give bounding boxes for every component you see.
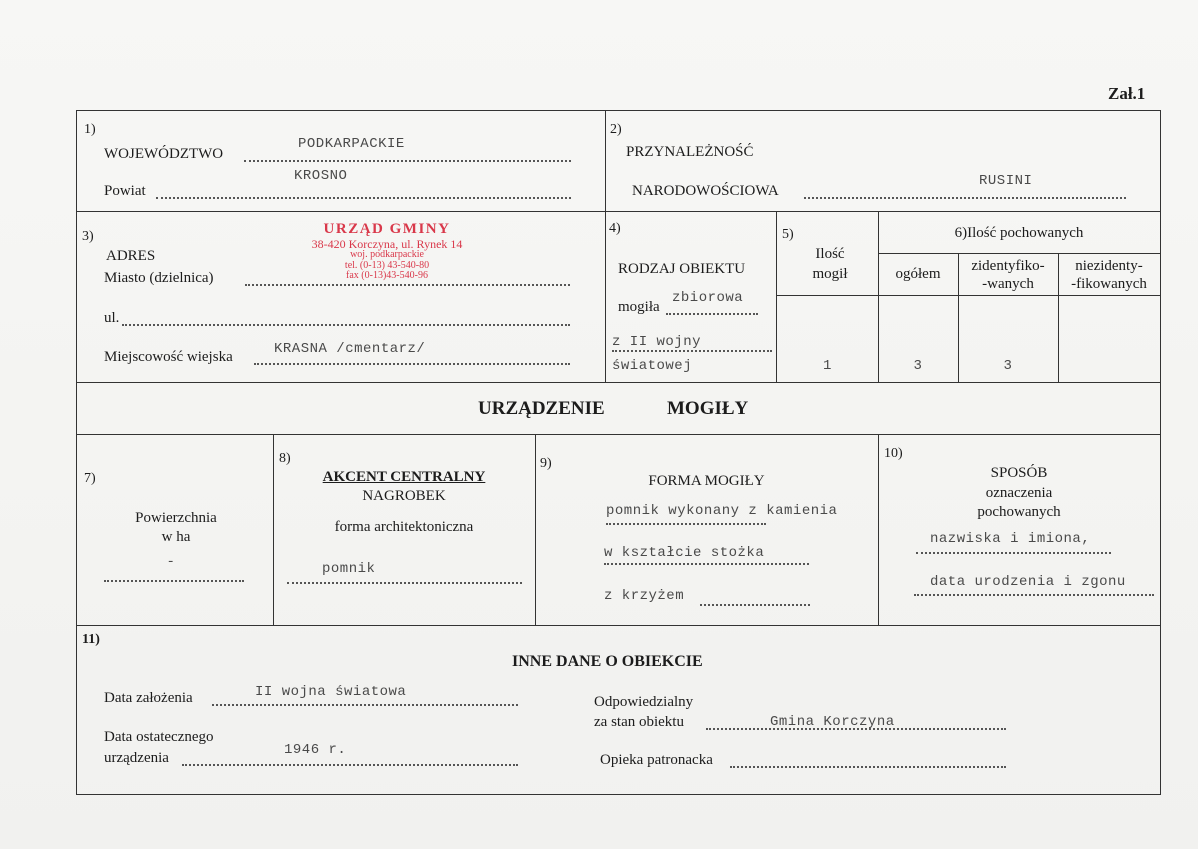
- powiat-label: Powiat: [104, 183, 146, 199]
- dotted-line: [287, 582, 522, 584]
- section-title-part-2: MOGIŁY: [667, 398, 749, 419]
- wojewodztwo-value: PODKARPACKIE: [298, 136, 405, 152]
- forma-line-1: pomnik wykonany z kamienia: [606, 503, 838, 519]
- sub-row-divider: [776, 295, 1160, 296]
- ogolem-value: 3: [913, 358, 923, 374]
- section-7-number: 7): [84, 471, 96, 486]
- dotted-line: [916, 552, 1111, 554]
- nagrobek-label: NAGROBEK: [362, 488, 446, 504]
- attachment-label: Zał.1: [1108, 84, 1146, 103]
- odpowiedzialny-value: Gmina Korczyna: [770, 714, 895, 730]
- powiat-value: KROSNO: [294, 168, 348, 184]
- data-ostatecznego-value: 1946 r.: [284, 742, 347, 758]
- mogila-value: zbiorowa: [672, 290, 744, 306]
- urzadzenia-label: urządzenia: [104, 750, 169, 766]
- stamp-line-4: tel. (0-13) 43-540-80: [344, 259, 430, 271]
- stamp-line-2: 38-420 Korczyna, ul. Rynek 14: [311, 236, 463, 251]
- zidentyfikowanych-line-1: zidentyfiko-: [971, 258, 1045, 274]
- section-1-number: 1): [84, 122, 96, 137]
- col-divider: [878, 434, 879, 625]
- akcent-value: pomnik: [322, 561, 376, 577]
- narodowosciowa-label: NARODOWOŚCIOWA: [632, 183, 779, 199]
- ilosc-label: Ilość: [815, 246, 845, 262]
- sposob-value-2: data urodzenia i zgonu: [930, 574, 1126, 590]
- data-ostatecznego-label: Data ostatecznego: [104, 729, 214, 745]
- data-zalozenia-label: Data założenia: [104, 690, 193, 706]
- za-stan-obiektu-label: za stan obiektu: [594, 714, 684, 730]
- sposob-value-1: nazwiska i imiona,: [930, 531, 1091, 547]
- dotted-line: [254, 363, 570, 365]
- forma-mogily-title: FORMA MOGIŁY: [648, 473, 765, 489]
- dotted-line: [156, 197, 571, 199]
- akcent-centralny-title: AKCENT CENTRALNY: [322, 469, 486, 485]
- niezidentyfikowanych-line-2: -fikowanych: [1071, 276, 1147, 292]
- pochowanych-label: pochowanych: [977, 504, 1061, 520]
- przynaleznosc-label: PRZYNALEŻNOŚĆ: [626, 144, 754, 160]
- col-divider: [535, 434, 536, 625]
- ogolem-label: ogółem: [895, 266, 941, 282]
- dotted-line: [700, 604, 810, 606]
- ul-label: ul.: [104, 310, 120, 326]
- sposob-label: SPOSÓB: [990, 465, 1048, 481]
- dotted-line: [104, 580, 244, 582]
- dotted-line: [666, 313, 758, 315]
- forma-line-2: w kształcie stożka: [604, 545, 765, 561]
- miejscowosc-value: KRASNA /cmentarz/: [274, 341, 426, 357]
- row-divider: [76, 434, 1161, 435]
- sub-row-divider: [878, 253, 1160, 254]
- row-divider: [76, 211, 1161, 212]
- table-bottom-border: [76, 794, 1161, 795]
- ilosc-mogil-value: 1: [823, 358, 832, 374]
- section-9-number: 9): [540, 456, 552, 471]
- dotted-line: [604, 563, 809, 565]
- section-4-number: 4): [609, 221, 621, 236]
- row-divider: [76, 382, 1161, 383]
- col-divider: [605, 110, 606, 211]
- data-zalozenia-value: II wojna światowa: [255, 684, 407, 700]
- mogila-label: mogiła: [618, 299, 660, 315]
- dotted-line: [730, 766, 1006, 768]
- powierzchnia-label: Powierzchnia: [135, 510, 217, 526]
- table-left-border: [76, 110, 77, 794]
- w-ha-label: w ha: [161, 529, 191, 545]
- section-3-number: 3): [82, 229, 94, 244]
- section-8-number: 8): [279, 451, 291, 466]
- dotted-line: [212, 704, 518, 706]
- table-top-border: [76, 110, 1161, 111]
- stamp-line-3: woj. podkarpackie: [350, 249, 424, 261]
- rodzaj-line-3: światowej: [612, 358, 693, 374]
- dotted-line: [244, 160, 571, 162]
- office-stamp: [289, 222, 485, 282]
- oznaczenia-label: oznaczenia: [985, 485, 1053, 501]
- miasto-label: Miasto (dzielnica): [104, 270, 214, 286]
- niezidentyfikowanych-label: [1058, 257, 1160, 293]
- dotted-line: [914, 594, 1154, 596]
- mogil-label: mogił: [812, 266, 848, 282]
- forma-line-3: z krzyżem: [604, 588, 685, 604]
- niezidentyfikowanych-line-1: niezidenty-: [1075, 258, 1143, 274]
- row-divider: [76, 625, 1161, 626]
- col-divider: [776, 211, 777, 382]
- dotted-line: [612, 350, 772, 352]
- forma-architektoniczna-label: forma architektoniczna: [334, 519, 474, 535]
- col-divider: [605, 211, 606, 382]
- dotted-line: [606, 523, 766, 525]
- wojewodztwo-label: WOJEWÓDZTWO: [104, 146, 224, 162]
- section-2-number: 2): [610, 122, 622, 137]
- narodowosc-value: RUSINI: [979, 173, 1033, 189]
- odpowiedzialny-label: Odpowiedzialny: [594, 694, 694, 710]
- rodzaj-line-2: z II wojny: [612, 334, 702, 350]
- section-10-number: 10): [884, 446, 903, 461]
- zidentyfikowanych-label: [958, 257, 1058, 293]
- dotted-line: [182, 764, 518, 766]
- ilosc-pochowanych-header: 6)Ilość pochowanych: [954, 225, 1084, 241]
- stamp-line-5: fax (0-13)43-540-96: [346, 270, 428, 282]
- powierzchnia-value: -: [166, 554, 176, 570]
- section-5-number: 5): [782, 227, 794, 242]
- inne-dane-title: INNE DANE O OBIEKCIE: [512, 653, 703, 670]
- dotted-line: [245, 284, 570, 286]
- table-right-border: [1160, 110, 1161, 794]
- section-11-number: 11): [82, 632, 100, 647]
- dotted-line: [122, 324, 570, 326]
- miejscowosc-label: Miejscowość wiejska: [104, 349, 233, 365]
- dotted-line: [804, 197, 1126, 199]
- section-title-part-1: URZĄDZENIE: [478, 398, 605, 419]
- zidentyfikowanych-value: 3: [1003, 358, 1013, 374]
- stamp-line-1: URZĄD GMINY: [323, 221, 451, 237]
- opieka-patronacka-label: Opieka patronacka: [600, 752, 713, 768]
- rodzaj-obiektu-label: RODZAJ OBIEKTU: [618, 261, 746, 277]
- adres-label: ADRES: [106, 248, 156, 264]
- zidentyfikowanych-line-2: -wanych: [982, 276, 1034, 292]
